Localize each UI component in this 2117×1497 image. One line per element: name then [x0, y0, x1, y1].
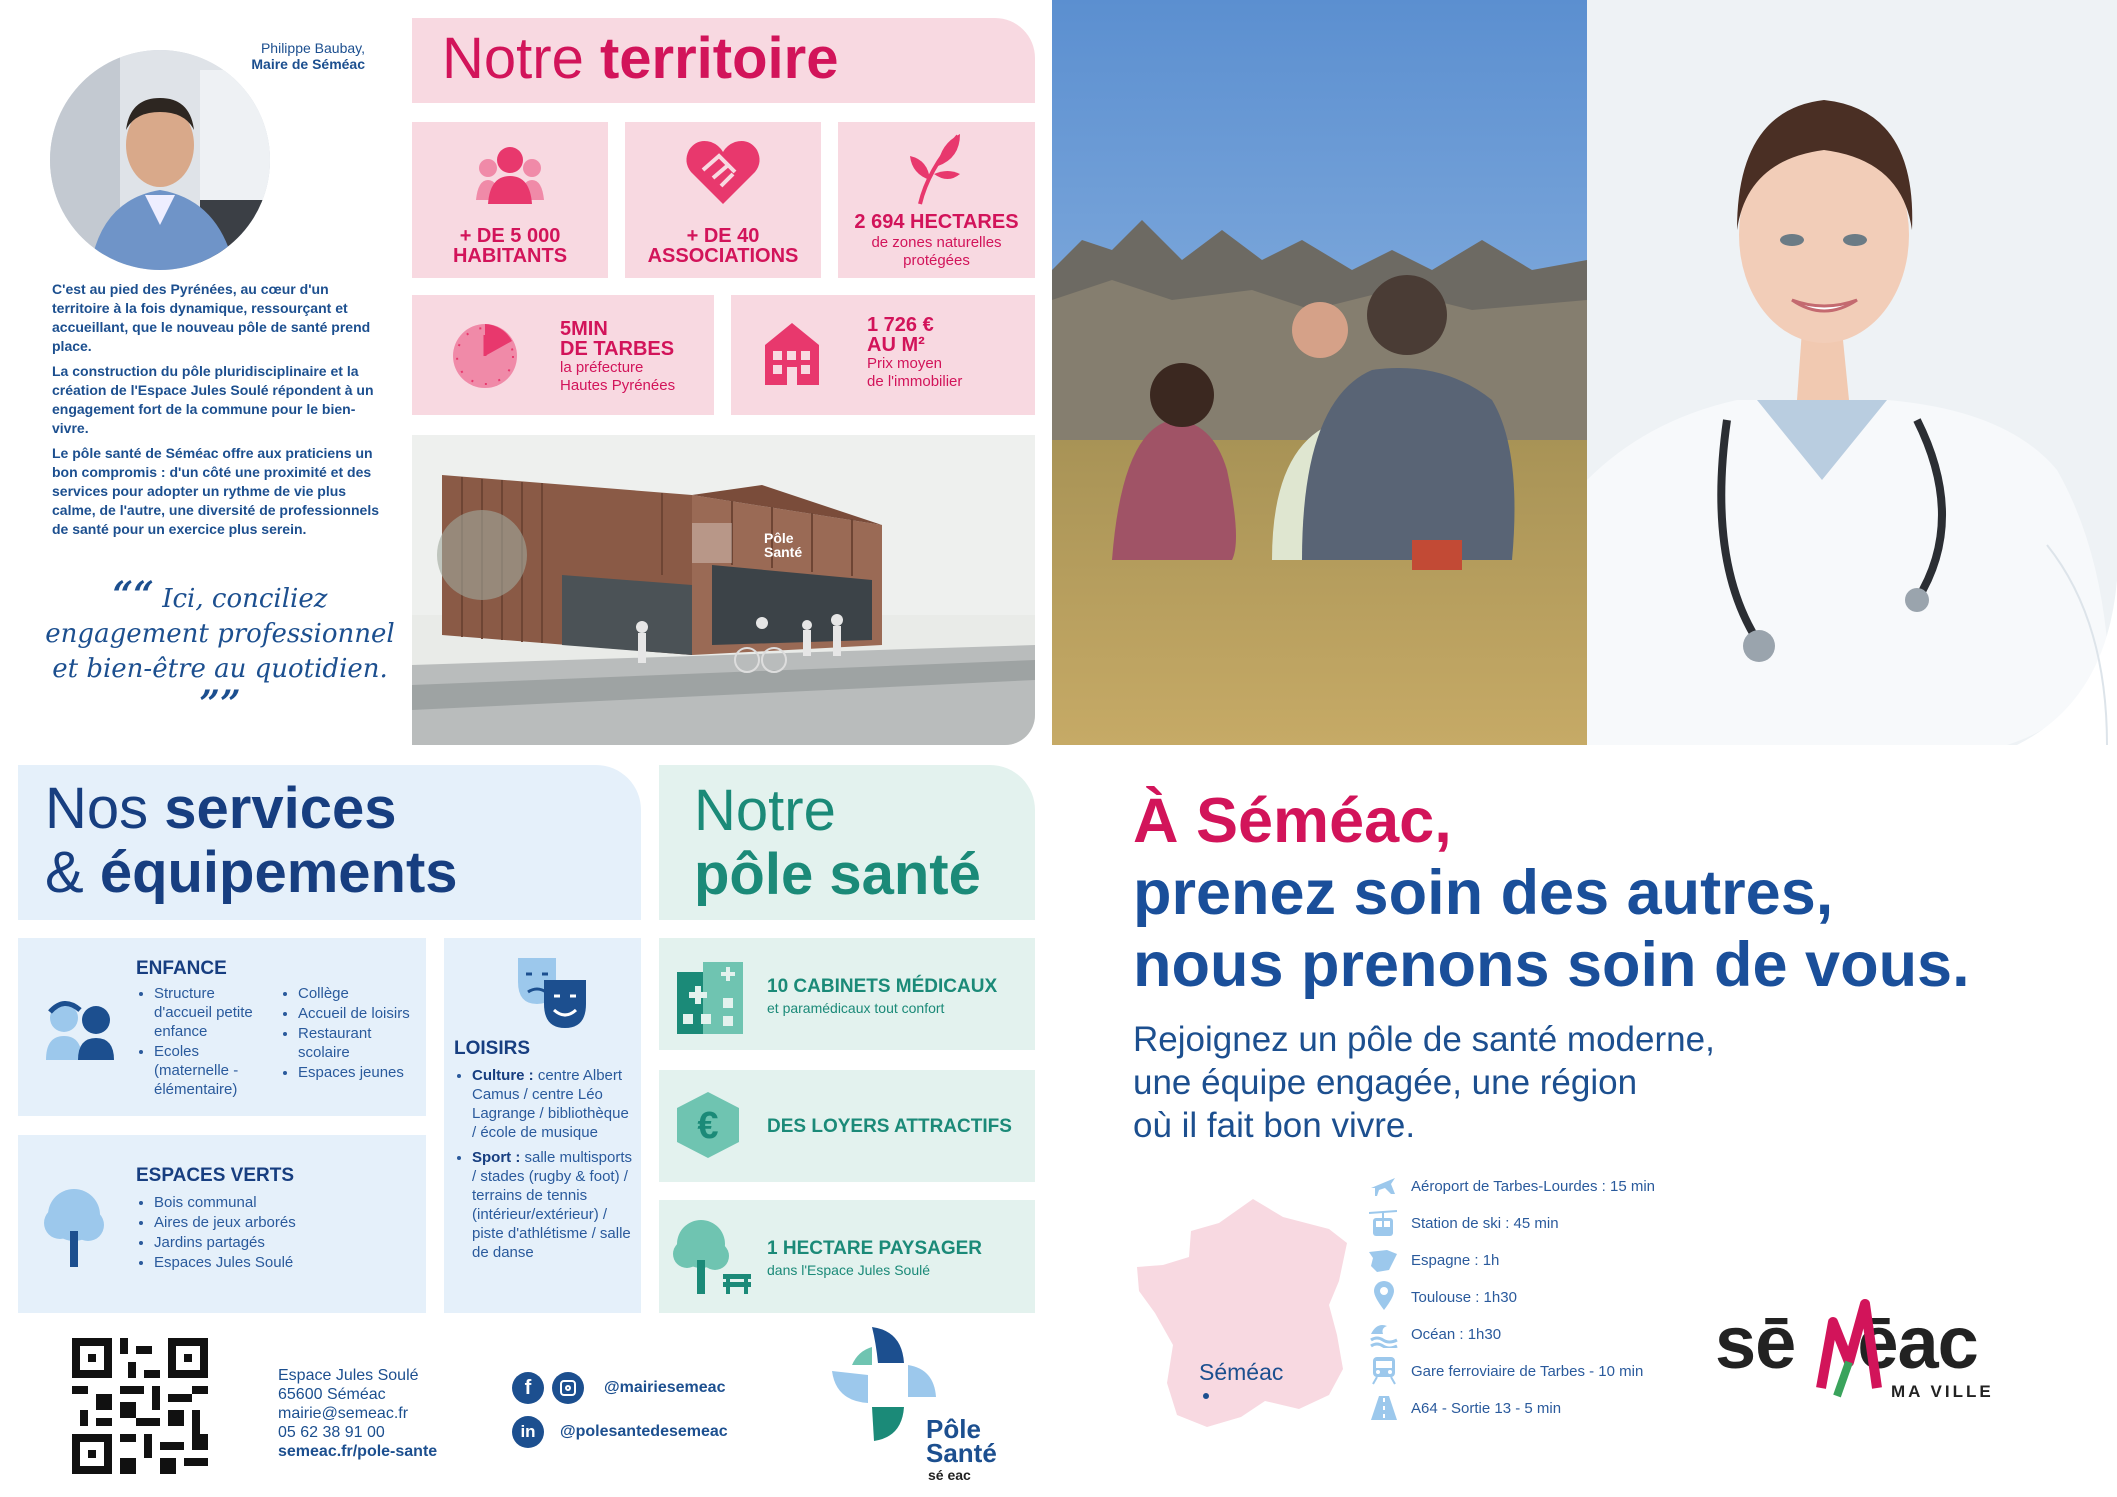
medical-building-icon — [673, 958, 747, 1036]
facebook-icon[interactable]: f — [512, 1372, 544, 1404]
mayor-text — [52, 280, 382, 539]
train-icon — [1371, 1355, 1397, 1385]
mayor-quote: ““ Ici, conciliez engagement professionnel et bien-être au quotidien. ”” — [45, 574, 395, 725]
list-item: • Structure d'accueil petite enfance — [154, 984, 266, 1041]
list-item: • Jardins partagés — [154, 1233, 416, 1252]
loisirs-list — [454, 1066, 636, 1263]
loisirs-card: LOISIRS • Culture : centre Albert Camus / centre Léo Lagrange / bibliothèque / école de musique • Sport : salle multisports / stades (rugby & foot) / terrains de tennis (intérieur/extérieur) / piste d'athlétisme / salle de danse — [444, 938, 641, 1313]
contact-block: Espace Jules Soulé 65600 Séméac mairie@semeac.fr 05 62 38 91 00 semeac.fr/pole-sante — [278, 1367, 438, 1460]
travel-item-spain: Espagne : 1h — [1365, 1244, 1785, 1281]
cable-car-icon — [1369, 1209, 1397, 1239]
pole-sante-logo: Pôle Santé sé eac — [822, 1325, 1012, 1485]
euro-icon — [675, 1090, 741, 1160]
leaf-icon — [908, 130, 968, 206]
stat-hectares: 2 694 HECTARES de zones naturelles protégées — [838, 122, 1035, 278]
theater-masks-icon — [512, 952, 592, 1032]
mayor-name: Philippe Baubay, Maire de Séméac — [251, 40, 365, 72]
hero-headline: À Séméac, prenez soin des autres, nous prenons soin de vous. — [1133, 786, 1970, 1000]
social-handle-mairie[interactable]: @mairiesemeac — [604, 1379, 726, 1396]
enfance-list-2 — [280, 984, 420, 1083]
enfance-list-1 — [136, 984, 266, 1100]
map-label: Séméac — [1199, 1359, 1284, 1385]
website-link[interactable]: semeac.fr/pole-sante — [278, 1443, 438, 1460]
stat-habitants: + DE 5 000 HABITANTS — [412, 122, 608, 278]
social-links — [512, 1372, 772, 1460]
map-marker-semeac — [1203, 1393, 1209, 1399]
pole-item-hectare: 1 HECTARE PAYSAGER dans l'Espace Jules Soulé — [659, 1200, 1035, 1313]
territoire-header: Notre territoire — [412, 18, 1035, 103]
city-logo-m-icon — [1815, 1292, 1885, 1402]
list-item: • Collège — [298, 984, 420, 1003]
france-map — [1133, 1195, 1353, 1435]
quote-open-icon: ““ — [112, 574, 154, 616]
semeac-city-logo: sē ēac MA VILLE — [1715, 1290, 2045, 1410]
travel-item-ocean: Océan : 1h30 — [1365, 1318, 1785, 1355]
stat-tarbes: 5MIN DE TARBES la préfecture Hautes Pyrénées — [412, 295, 714, 415]
building-sign: Pôle Santé — [764, 530, 803, 560]
family-mountain-photo — [1052, 0, 1587, 745]
stat-associations: + DE 40 ASSOCIATIONS — [625, 122, 821, 278]
list-item: • Sport : salle multisports / stades (rugby & foot) / terrains de tennis (intérieur/extérieur) / piste d'athlétisme / salle de danse — [472, 1148, 636, 1262]
list-item: • Espaces Jules Soulé — [154, 1253, 416, 1272]
svg-text:€: € — [697, 1105, 719, 1147]
mayor-paragraph-2: La construction du pôle pluridisciplinaire et la création de l'Espace Jules Soulé répondent à un engagement fort de la commune pour le bien-vivre. — [52, 363, 374, 436]
location-pin-icon — [1373, 1281, 1395, 1311]
clock-icon — [450, 321, 520, 391]
hero-subtitle: Rejoignez un pôle de santé moderne, une équipe engagée, une région où il fait bon vivre. — [1133, 1020, 1715, 1145]
travel-item-ski: Station de ski : 45 min — [1365, 1207, 1785, 1244]
enfance-card: ENFANCE • Structure d'accueil petite enfance • Ecoles (maternelle - élémentaire) • Collège • Accueil de loisirs • Restaurant scolaire • Espaces jeunes — [18, 938, 426, 1116]
travel-item-highway: A64 - Sortie 13 - 5 min — [1365, 1392, 1785, 1429]
pole-logo-mark-icon — [828, 1325, 938, 1445]
spain-map-icon — [1367, 1248, 1399, 1274]
espaces-verts-list — [136, 1193, 416, 1273]
tree-bench-icon — [671, 1216, 755, 1296]
email-link[interactable]: mairie@semeac.fr — [278, 1405, 409, 1422]
list-item: • Restaurant scolaire — [298, 1024, 420, 1062]
stat-immobilier: 1 726 € AU M² Prix moyen de l'immobilier — [731, 295, 1035, 415]
pole-header: Notre pôle santé — [659, 765, 1035, 920]
travel-item-train: Gare ferroviaire de Tarbes - 10 min — [1365, 1355, 1785, 1392]
doctor-photo — [1587, 0, 2117, 745]
mayor-paragraph-1: C'est au pied des Pyrénées, au cœur d'un territoire à la fois dynamique, ressourçant et accueillant, que le nouveau pôle de santé prend place. — [52, 281, 371, 354]
children-icon — [38, 994, 122, 1064]
list-item: • Espaces jeunes — [298, 1063, 420, 1082]
services-header: Nos services & équipements — [18, 765, 641, 920]
list-item: • Accueil de loisirs — [298, 1004, 420, 1023]
qr-code-icon — [72, 1338, 208, 1474]
travel-item-airport: Aéroport de Tarbes-Lourdes : 15 min — [1365, 1170, 1785, 1207]
building-render — [412, 435, 1035, 745]
linkedin-icon[interactable]: in — [512, 1416, 544, 1448]
phone-number: 05 62 38 91 00 — [278, 1424, 385, 1441]
wave-icon — [1369, 1320, 1399, 1348]
list-item: • Ecoles (maternelle - élémentaire) — [154, 1042, 266, 1099]
espaces-verts-card: ESPACES VERTS • Bois communal • Aires de jeux arborés • Jardins partagés • Espaces Jules Soulé — [18, 1135, 426, 1313]
highway-icon — [1369, 1394, 1399, 1422]
social-handle-pole[interactable]: @polesantedesemeac — [560, 1423, 728, 1440]
list-item: • Bois communal — [154, 1193, 416, 1212]
heart-hands-icon — [683, 136, 763, 208]
travel-item-toulouse: Toulouse : 1h30 — [1365, 1281, 1785, 1318]
people-icon — [472, 142, 548, 206]
mayor-paragraph-3: Le pôle santé de Séméac offre aux praticiens un bon compromis : d'un côté une proximité et des services pour adopter un rythme de vie plus calme, de l'autre, une diversité de professionnels de santé pour un exercice plus serein. — [52, 445, 379, 537]
mayor-photo — [50, 50, 270, 270]
plane-icon — [1369, 1172, 1397, 1200]
instagram-icon[interactable] — [552, 1372, 584, 1404]
tree-icon — [40, 1185, 108, 1269]
pole-item-loyers: € DES LOYERS ATTRACTIFS — [659, 1070, 1035, 1182]
quote-close-icon: ”” — [199, 683, 241, 725]
list-item: • Culture : centre Albert Camus / centre Léo Lagrange / bibliothèque / école de musique — [472, 1066, 636, 1142]
list-item: • Aires de jeux arborés — [154, 1213, 416, 1232]
pole-item-cabinets: 10 CABINETS MÉDICAUX et paramédicaux tout confort — [659, 938, 1035, 1050]
house-icon — [761, 319, 823, 387]
